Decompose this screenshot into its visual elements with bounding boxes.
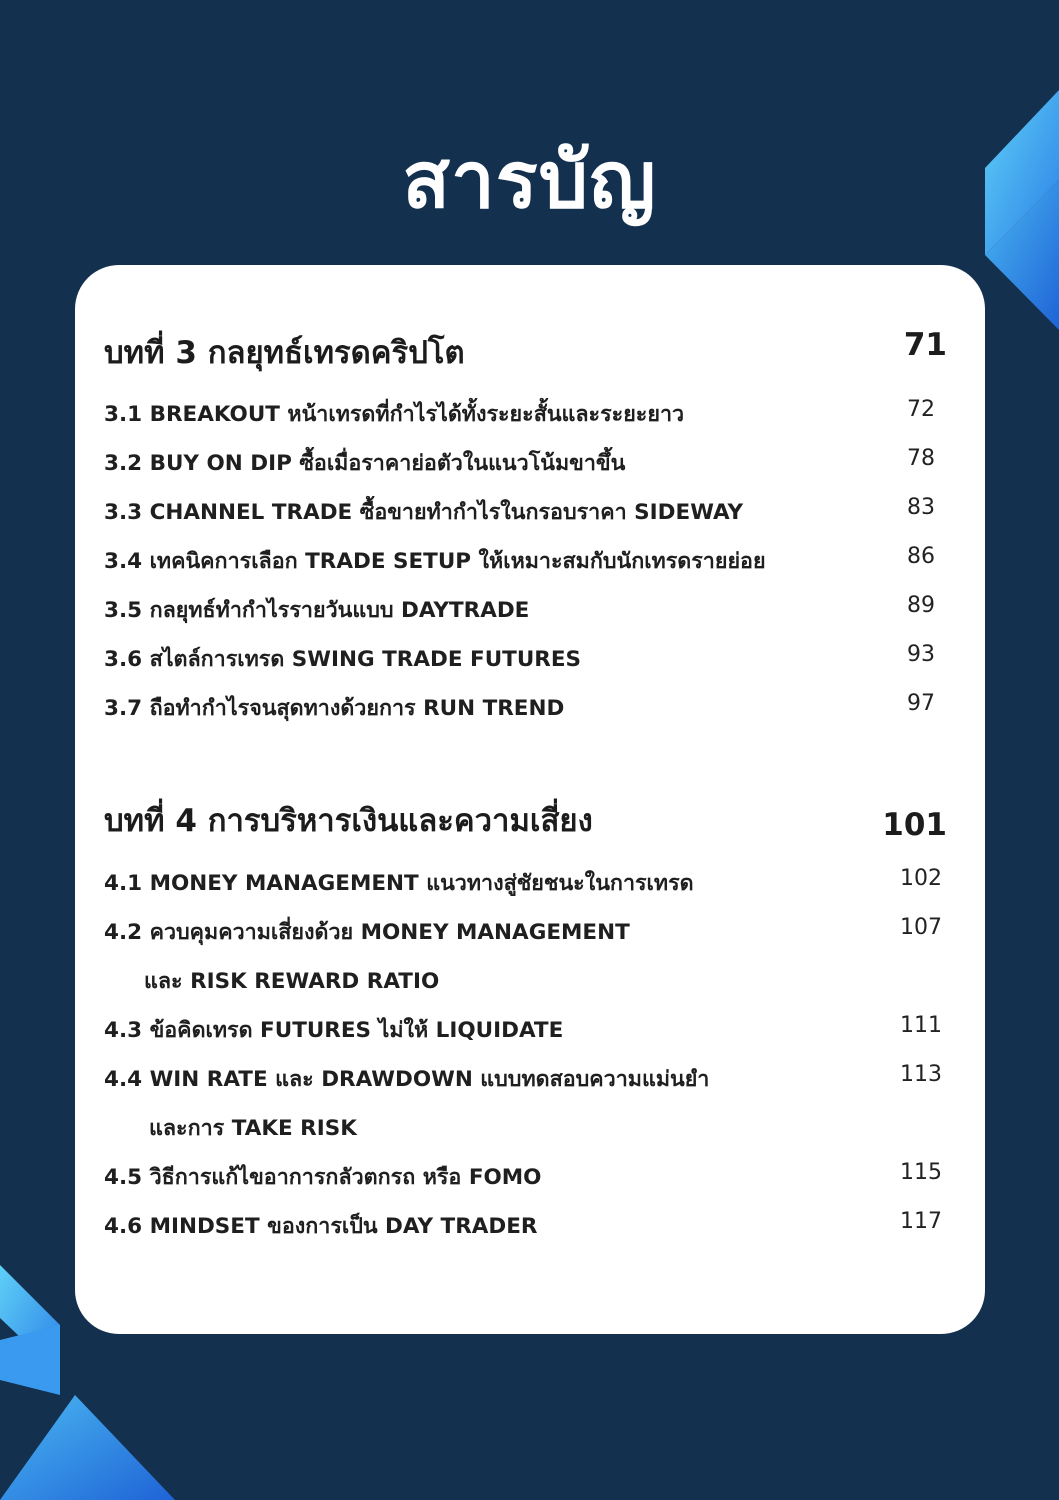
- entry-page-number: 111: [900, 1013, 942, 1038]
- chapter-page-number: 71: [903, 327, 947, 363]
- entry-title-continuation: และ RISK REWARD RATIO: [144, 969, 440, 994]
- page-title: สารบัญ: [402, 136, 657, 226]
- entry-title: 3.6 สไตล์การเทรด SWING TRADE FUTURES: [104, 647, 581, 672]
- entry-title: 3.4 เทคนิคการเลือก TRADE SETUP ให้เหมาะสมกับนักเทรดรายย่อย: [104, 549, 766, 574]
- entry-page-number: 72: [907, 397, 935, 422]
- entry-page-number: 102: [900, 866, 942, 891]
- entry-page-number: 78: [907, 446, 935, 471]
- decor-shape: [0, 1325, 60, 1395]
- chapter-title: บทที่ 4 การบริหารเงินและความเสี่ยง: [104, 803, 593, 839]
- entry-title: 4.6 MINDSET ของการเป็น DAY TRADER: [104, 1214, 538, 1239]
- entry-title-continuation: และการ TAKE RISK: [149, 1116, 357, 1141]
- entry-page-number: 117: [900, 1209, 942, 1234]
- chapter-page-number: 101: [882, 807, 947, 843]
- toc-card: [75, 265, 985, 1334]
- entry-page-number: 97: [907, 691, 935, 716]
- entry-title: 4.1 MONEY MANAGEMENT แนวทางสู่ชัยชนะในการเทรด: [104, 871, 694, 896]
- entry-title: 4.5 วิธีการแก้ไขอาการกลัวตกรถ หรือ FOMO: [104, 1165, 542, 1190]
- entry-title: 4.3 ข้อคิดเทรด FUTURES ไม่ให้ LIQUIDATE: [104, 1018, 564, 1043]
- decor-shape: [0, 1395, 175, 1500]
- entry-page-number: 113: [900, 1062, 942, 1087]
- entry-page-number: 83: [907, 495, 935, 520]
- entry-page-number: 107: [900, 915, 942, 940]
- entry-title: 3.1 BREAKOUT หน้าเทรดที่กำไรได้ทั้งระยะสั้นและระยะยาว: [104, 402, 685, 427]
- entry-page-number: 89: [907, 593, 935, 618]
- entry-title: 4.4 WIN RATE และ DRAWDOWN แบบทดสอบความแม่นยำ: [104, 1067, 710, 1092]
- entry-title: 3.3 CHANNEL TRADE ซื้อขายทำกำไรในกรอบราคา SIDEWAY: [104, 500, 744, 525]
- entry-title: 3.5 กลยุทธ์ทำกำไรรายวันแบบ DAYTRADE: [104, 598, 530, 623]
- entry-title: 3.7 ถือทำกำไรจนสุดทางด้วยการ RUN TREND: [104, 696, 565, 721]
- entry-page-number: 93: [907, 642, 935, 667]
- entry-title: 4.2 ควบคุมความเสี่ยงด้วย MONEY MANAGEMENT: [104, 920, 630, 945]
- entry-title: 3.2 BUY ON DIP ซื้อเมื่อราคาย่อตัวในแนวโน้มขาขึ้น: [104, 451, 626, 476]
- entry-page-number: 86: [907, 544, 935, 569]
- entry-page-number: 115: [900, 1160, 942, 1185]
- chapter-title: บทที่ 3 กลยุทธ์เทรดคริปโต: [104, 335, 465, 371]
